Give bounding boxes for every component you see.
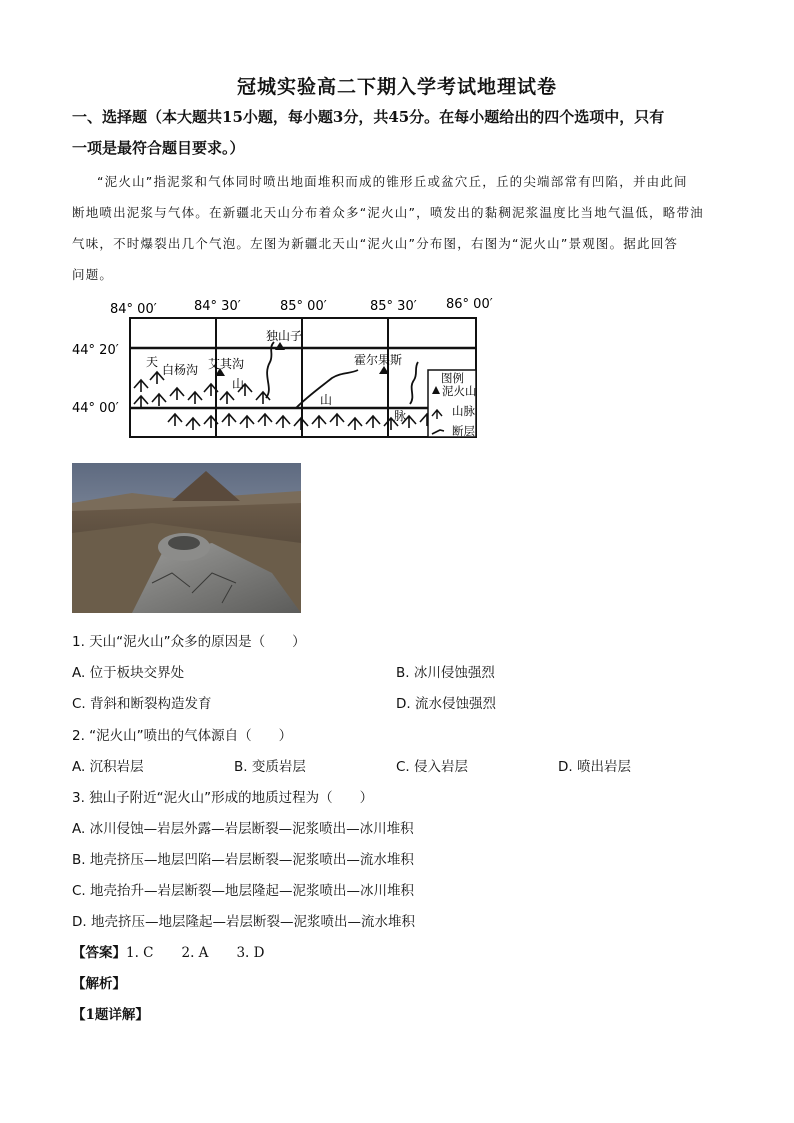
lon-label-84-30: 84° 30′ bbox=[194, 299, 241, 314]
legend-mud-volcano-label: 泥火山 bbox=[442, 384, 477, 398]
question-1-option-c[interactable]: C. 背斜和断裂构造发育 bbox=[72, 696, 212, 712]
legend-mountain-label: 山脉 bbox=[452, 404, 475, 418]
question-1-option-b[interactable]: B. 冰川侵蚀强烈 bbox=[396, 665, 495, 681]
lon-label-84-00: 84° 00′ bbox=[110, 302, 157, 317]
section-heading-line2: 一项是最符合题目要求。） bbox=[72, 139, 245, 157]
mud-volcano-distribution-map bbox=[70, 292, 510, 442]
section-heading bbox=[72, 102, 724, 164]
question-2-option-a[interactable]: A. 沉积岩层 bbox=[72, 759, 144, 775]
label-mai: 脉 bbox=[394, 409, 407, 423]
question-3-stem: 3. 独山子附近“泥火山”形成的地质过程为（ ） bbox=[72, 790, 374, 806]
mud-volcano-photo bbox=[72, 463, 301, 613]
mud-volcano-landscape-image bbox=[72, 463, 301, 613]
section-heading-line1: 一、选择题（本大题共15小题，每小题3分，共45分。在每小题给出的四个选项中，只有 bbox=[72, 108, 665, 126]
lat-label-44-00: 44° 00′ bbox=[72, 401, 119, 416]
intro-line4: 问题。 bbox=[72, 267, 114, 282]
lat-label-44-20: 44° 20′ bbox=[72, 343, 119, 358]
label-shan-1: 山 bbox=[232, 377, 245, 391]
question-1-option-d[interactable]: D. 流水侵蚀强烈 bbox=[396, 696, 496, 712]
fault-lines bbox=[266, 342, 418, 408]
answer-label: 【答案】 bbox=[72, 945, 126, 961]
question-1-option-a[interactable]: A. 位于板块交界处 bbox=[72, 665, 185, 681]
label-aiqigou: 艾其沟 bbox=[208, 357, 245, 371]
lon-label-86-00: 86° 00′ bbox=[446, 297, 493, 312]
intro-line2: 断地喷出泥浆与气体。在新疆北天山分布着众多“泥火山”，喷发出的黏稠泥浆温度比当地气温低，略带油 bbox=[72, 205, 704, 220]
label-shan-2: 山 bbox=[320, 393, 333, 407]
lon-label-85-00: 85° 00′ bbox=[280, 299, 327, 314]
question-3-option-b[interactable]: B. 地壳挤压—地层凹陷—岩层断裂—泥浆喷出—流水堆积 bbox=[72, 852, 414, 868]
question-2-option-c[interactable]: C. 侵入岩层 bbox=[396, 759, 469, 775]
question-1-stem: 1. 天山“泥火山”众多的原因是（ ） bbox=[72, 634, 306, 650]
label-huoerguosi: 霍尔果斯 bbox=[354, 353, 403, 367]
mud-volcano-dushanzi bbox=[275, 342, 285, 350]
detail-label: 【1题详解】 bbox=[72, 1007, 149, 1023]
page-title: 冠城实验高二下期入学考试地理试卷 bbox=[236, 76, 557, 98]
intro-line3: 气味，不时爆裂出几个气泡。左图为新疆北天山“泥火山”分布图，右图为“泥火山”景观图。据此回答 bbox=[72, 236, 679, 251]
question-2-stem: 2. “泥火山”喷出的气体源自（ ） bbox=[72, 728, 293, 744]
question-2-option-b[interactable]: B. 变质岩层 bbox=[234, 759, 306, 775]
intro-paragraph bbox=[72, 166, 724, 290]
answer-1: 1. C bbox=[126, 945, 154, 961]
question-2-option-d[interactable]: D. 喷出岩层 bbox=[558, 759, 631, 775]
legend-title: 图例 bbox=[441, 371, 464, 385]
legend-fault-label: 断层 bbox=[452, 424, 475, 438]
analysis-label: 【解析】 bbox=[72, 976, 126, 992]
label-baiyanggou: 白杨沟 bbox=[162, 363, 199, 377]
intro-line1: “泥火山”指泥浆和气体同时喷出地面堆积而成的锥形丘或盆穴丘，丘的尖端部常有凹陷，并由此间 bbox=[97, 174, 688, 189]
lon-label-85-30: 85° 30′ bbox=[370, 299, 417, 314]
label-tian: 天 bbox=[146, 355, 159, 369]
question-3-option-d[interactable]: D. 地壳挤压—地层隆起—岩层断裂—泥浆喷出—流水堆积 bbox=[72, 914, 415, 930]
question-3-option-a[interactable]: A. 冰川侵蚀—岩层外露—岩层断裂—泥浆喷出—冰川堆积 bbox=[72, 821, 414, 837]
question-3-option-c[interactable]: C. 地壳抬升—岩层断裂—地层隆起—泥浆喷出—冰川堆积 bbox=[72, 883, 415, 899]
label-dushanzi: 独山子 bbox=[266, 329, 303, 343]
answer-3: 3. D bbox=[236, 945, 265, 961]
answer-line bbox=[72, 941, 264, 961]
answer-2: 2. A bbox=[181, 945, 209, 961]
